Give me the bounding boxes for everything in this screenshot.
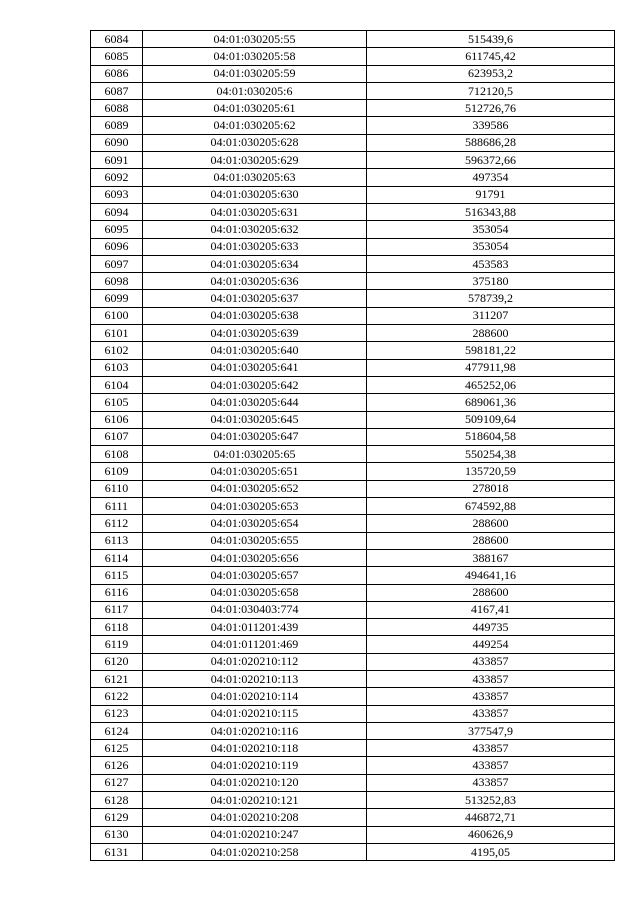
cadastral-number-cell: 04:01:030205:59: [143, 65, 367, 82]
value-cell: 433857: [367, 705, 615, 722]
row-number-cell: 6110: [91, 480, 143, 497]
table-row: [91, 82, 615, 99]
cadastral-number-cell: 04:01:030205:639: [143, 325, 367, 342]
value-cell: 588686,28: [367, 134, 615, 151]
table-row: [91, 480, 615, 497]
table-row: [91, 376, 615, 393]
row-number-cell: 6121: [91, 670, 143, 687]
row-number-cell: 6124: [91, 722, 143, 739]
row-number-cell: 6127: [91, 774, 143, 791]
row-number-cell: 6116: [91, 584, 143, 601]
value-cell: 433857: [367, 653, 615, 670]
cadastral-number-cell: 04:01:020210:121: [143, 792, 367, 809]
row-number-cell: 6126: [91, 757, 143, 774]
row-number-cell: 6128: [91, 792, 143, 809]
row-number-cell: 6089: [91, 117, 143, 134]
value-cell: 516343,88: [367, 203, 615, 220]
row-number-cell: 6093: [91, 186, 143, 203]
row-number-cell: 6084: [91, 31, 143, 48]
table-row: [91, 411, 615, 428]
cadastral-number-cell: 04:01:011201:439: [143, 619, 367, 636]
row-number-cell: 6130: [91, 826, 143, 843]
value-cell: 465252,06: [367, 376, 615, 393]
row-number-cell: 6122: [91, 688, 143, 705]
row-number-cell: 6118: [91, 619, 143, 636]
cadastral-number-cell: 04:01:030205:640: [143, 342, 367, 359]
cadastral-number-cell: 04:01:030205:633: [143, 238, 367, 255]
row-number-cell: 6109: [91, 463, 143, 480]
table-row: [91, 757, 615, 774]
cadastral-number-cell: 04:01:030205:634: [143, 255, 367, 272]
cadastral-number-cell: 04:01:030205:645: [143, 411, 367, 428]
row-number-cell: 6095: [91, 221, 143, 238]
table-row: [91, 152, 615, 169]
table-row: [91, 688, 615, 705]
cadastral-number-cell: 04:01:020210:116: [143, 722, 367, 739]
row-number-cell: 6094: [91, 203, 143, 220]
cadastral-number-cell: 04:01:030205:653: [143, 498, 367, 515]
row-number-cell: 6098: [91, 273, 143, 290]
value-cell: 550254,38: [367, 446, 615, 463]
table-row: [91, 307, 615, 324]
row-number-cell: 6099: [91, 290, 143, 307]
row-number-cell: 6111: [91, 498, 143, 515]
value-cell: 512726,76: [367, 100, 615, 117]
value-cell: 674592,88: [367, 498, 615, 515]
table-row: [91, 567, 615, 584]
value-cell: 288600: [367, 515, 615, 532]
value-cell: 494641,16: [367, 567, 615, 584]
table-row: [91, 549, 615, 566]
value-cell: 518604,58: [367, 428, 615, 445]
value-cell: 598181,22: [367, 342, 615, 359]
cadastral-number-cell: 04:01:020210:119: [143, 757, 367, 774]
value-cell: 388167: [367, 549, 615, 566]
value-cell: 433857: [367, 670, 615, 687]
cadastral-number-cell: 04:01:030205:652: [143, 480, 367, 497]
row-number-cell: 6106: [91, 411, 143, 428]
value-cell: 433857: [367, 774, 615, 791]
value-cell: 460626,9: [367, 826, 615, 843]
value-cell: 353054: [367, 221, 615, 238]
row-number-cell: 6108: [91, 446, 143, 463]
cadastral-number-cell: 04:01:030205:642: [143, 376, 367, 393]
table-row: [91, 774, 615, 791]
table-row: [91, 498, 615, 515]
cadastral-number-cell: 04:01:030205:632: [143, 221, 367, 238]
row-number-cell: 6117: [91, 601, 143, 618]
cadastral-number-cell: 04:01:030205:641: [143, 359, 367, 376]
table-row: [91, 809, 615, 826]
cadastral-number-cell: 04:01:030205:61: [143, 100, 367, 117]
value-cell: 453583: [367, 255, 615, 272]
value-cell: 375180: [367, 273, 615, 290]
cadastral-number-cell: 04:01:030205:55: [143, 31, 367, 48]
row-number-cell: 6131: [91, 843, 143, 860]
row-number-cell: 6119: [91, 636, 143, 653]
row-number-cell: 6092: [91, 169, 143, 186]
row-number-cell: 6129: [91, 809, 143, 826]
table-row: [91, 619, 615, 636]
table-row: [91, 31, 615, 48]
value-cell: 623953,2: [367, 65, 615, 82]
value-cell: 611745,42: [367, 48, 615, 65]
cadastral-number-cell: 04:01:030205:654: [143, 515, 367, 532]
value-cell: 4167,41: [367, 601, 615, 618]
row-number-cell: 6091: [91, 152, 143, 169]
row-number-cell: 6101: [91, 325, 143, 342]
cadastral-number-cell: 04:01:030205:651: [143, 463, 367, 480]
value-cell: 278018: [367, 480, 615, 497]
cadastral-number-cell: 04:01:020210:113: [143, 670, 367, 687]
value-cell: 578739,2: [367, 290, 615, 307]
value-cell: 509109,64: [367, 411, 615, 428]
value-cell: 433857: [367, 688, 615, 705]
value-cell: 515439,6: [367, 31, 615, 48]
cadastral-number-cell: 04:01:030205:637: [143, 290, 367, 307]
table-row: [91, 792, 615, 809]
table-row: [91, 463, 615, 480]
table-body: [91, 31, 615, 861]
cadastral-number-cell: 04:01:020210:208: [143, 809, 367, 826]
table-row: [91, 515, 615, 532]
value-cell: 288600: [367, 584, 615, 601]
row-number-cell: 6104: [91, 376, 143, 393]
row-number-cell: 6103: [91, 359, 143, 376]
cadastral-number-cell: 04:01:030205:62: [143, 117, 367, 134]
table-row: [91, 653, 615, 670]
cadastral-number-cell: 04:01:030403:774: [143, 601, 367, 618]
cadastral-number-cell: 04:01:030205:647: [143, 428, 367, 445]
row-number-cell: 6123: [91, 705, 143, 722]
cadastral-number-cell: 04:01:011201:469: [143, 636, 367, 653]
cadastral-number-cell: 04:01:030205:655: [143, 532, 367, 549]
table-row: [91, 117, 615, 134]
table-row: [91, 584, 615, 601]
table-row: [91, 221, 615, 238]
row-number-cell: 6100: [91, 307, 143, 324]
table-row: [91, 601, 615, 618]
value-cell: 712120,5: [367, 82, 615, 99]
table-row: [91, 532, 615, 549]
value-cell: 497354: [367, 169, 615, 186]
table-row: [91, 255, 615, 272]
cadastral-number-cell: 04:01:030205:631: [143, 203, 367, 220]
table-row: [91, 134, 615, 151]
table-row: [91, 48, 615, 65]
row-number-cell: 6113: [91, 532, 143, 549]
value-cell: 353054: [367, 238, 615, 255]
value-cell: 91791: [367, 186, 615, 203]
table-row: [91, 273, 615, 290]
table-row: [91, 238, 615, 255]
table-row: [91, 169, 615, 186]
cadastral-number-cell: 04:01:030205:58: [143, 48, 367, 65]
cadastral-number-cell: 04:01:030205:656: [143, 549, 367, 566]
table-row: [91, 826, 615, 843]
cadastral-value-table: [90, 30, 615, 861]
table-row: [91, 722, 615, 739]
value-cell: 596372,66: [367, 152, 615, 169]
table-row: [91, 394, 615, 411]
cadastral-number-cell: 04:01:030205:658: [143, 584, 367, 601]
value-cell: 377547,9: [367, 722, 615, 739]
row-number-cell: 6096: [91, 238, 143, 255]
row-number-cell: 6088: [91, 100, 143, 117]
cadastral-number-cell: 04:01:030205:638: [143, 307, 367, 324]
value-cell: 689061,36: [367, 394, 615, 411]
value-cell: 288600: [367, 325, 615, 342]
table-row: [91, 342, 615, 359]
value-cell: 4195,05: [367, 843, 615, 860]
cadastral-number-cell: 04:01:030205:629: [143, 152, 367, 169]
row-number-cell: 6112: [91, 515, 143, 532]
cadastral-number-cell: 04:01:020210:115: [143, 705, 367, 722]
cadastral-number-cell: 04:01:030205:63: [143, 169, 367, 186]
cadastral-number-cell: 04:01:020210:118: [143, 740, 367, 757]
cadastral-number-cell: 04:01:030205:6: [143, 82, 367, 99]
value-cell: 288600: [367, 532, 615, 549]
row-number-cell: 6085: [91, 48, 143, 65]
cadastral-number-cell: 04:01:030205:636: [143, 273, 367, 290]
table-row: [91, 636, 615, 653]
row-number-cell: 6086: [91, 65, 143, 82]
row-number-cell: 6115: [91, 567, 143, 584]
table-row: [91, 203, 615, 220]
table-row: [91, 705, 615, 722]
cadastral-number-cell: 04:01:030205:628: [143, 134, 367, 151]
cadastral-number-cell: 04:01:030205:65: [143, 446, 367, 463]
table-row: [91, 359, 615, 376]
row-number-cell: 6120: [91, 653, 143, 670]
table-row: [91, 186, 615, 203]
row-number-cell: 6105: [91, 394, 143, 411]
row-number-cell: 6125: [91, 740, 143, 757]
row-number-cell: 6102: [91, 342, 143, 359]
value-cell: 433857: [367, 740, 615, 757]
value-cell: 135720,59: [367, 463, 615, 480]
cadastral-number-cell: 04:01:030205:657: [143, 567, 367, 584]
table-row: [91, 100, 615, 117]
cadastral-number-cell: 04:01:030205:644: [143, 394, 367, 411]
cadastral-number-cell: 04:01:020210:258: [143, 843, 367, 860]
value-cell: 339586: [367, 117, 615, 134]
table-row: [91, 670, 615, 687]
row-number-cell: 6097: [91, 255, 143, 272]
value-cell: 449254: [367, 636, 615, 653]
cadastral-number-cell: 04:01:020210:112: [143, 653, 367, 670]
table-row: [91, 325, 615, 342]
value-cell: 311207: [367, 307, 615, 324]
cadastral-number-cell: 04:01:020210:247: [143, 826, 367, 843]
cadastral-number-cell: 04:01:020210:114: [143, 688, 367, 705]
table-row: [91, 446, 615, 463]
cadastral-number-cell: 04:01:030205:630: [143, 186, 367, 203]
row-number-cell: 6090: [91, 134, 143, 151]
table-row: [91, 290, 615, 307]
table-row: [91, 843, 615, 860]
table-row: [91, 428, 615, 445]
table-row: [91, 740, 615, 757]
cadastral-number-cell: 04:01:020210:120: [143, 774, 367, 791]
value-cell: 433857: [367, 757, 615, 774]
table-row: [91, 65, 615, 82]
value-cell: 513252,83: [367, 792, 615, 809]
value-cell: 449735: [367, 619, 615, 636]
value-cell: 477911,98: [367, 359, 615, 376]
row-number-cell: 6087: [91, 82, 143, 99]
row-number-cell: 6107: [91, 428, 143, 445]
row-number-cell: 6114: [91, 549, 143, 566]
value-cell: 446872,71: [367, 809, 615, 826]
